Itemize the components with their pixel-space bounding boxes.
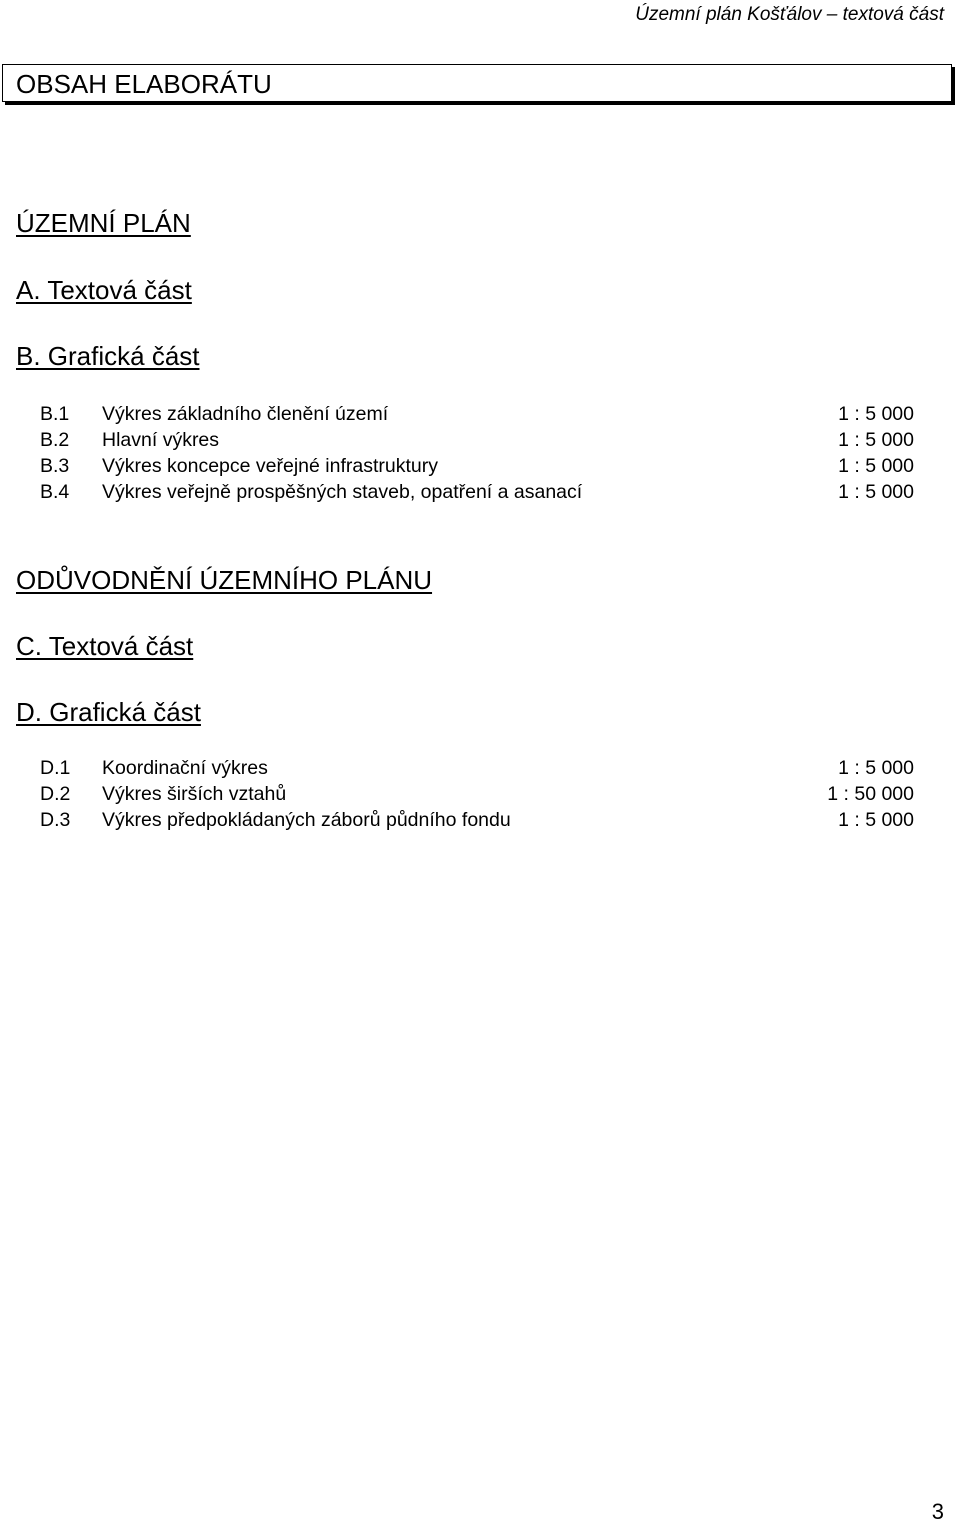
drawing-code: D.1 (40, 757, 71, 779)
drawing-code: B.4 (40, 481, 70, 503)
drawing-row (0, 479, 960, 505)
drawing-scale: 1 : 5 000 (838, 429, 914, 451)
drawing-row (0, 755, 960, 781)
drawing-row (0, 807, 960, 833)
drawing-code: B.3 (40, 455, 70, 477)
drawing-scale: 1 : 5 000 (838, 455, 914, 477)
drawing-name: Výkres předpokládaných záborů půdního fondu (102, 809, 511, 831)
contents-title-box (2, 64, 952, 102)
running-header: Územní plán Košťálov – textová část (635, 4, 944, 25)
drawing-scale: 1 : 5 000 (838, 403, 914, 425)
drawing-name: Výkres základního členění území (102, 403, 389, 425)
drawing-row (0, 781, 960, 807)
drawing-row (0, 401, 960, 427)
drawing-name: Výkres veřejně prospěšných staveb, opatření a asanací (102, 481, 583, 503)
drawing-scale: 1 : 50 000 (827, 783, 914, 805)
drawing-scale: 1 : 5 000 (838, 757, 914, 779)
drawing-code: D.3 (40, 809, 71, 831)
part-d-heading: D. Grafická část (16, 697, 201, 727)
drawing-scale: 1 : 5 000 (838, 481, 914, 503)
section-title-oduvodneni: ODŮVODNĚNÍ ÚZEMNÍHO PLÁNU (16, 565, 433, 595)
drawing-code: B.2 (40, 429, 70, 451)
drawing-name: Koordinační výkres (102, 757, 268, 779)
drawing-scale: 1 : 5 000 (838, 809, 914, 831)
drawing-name: Výkres koncepce veřejné infrastruktury (102, 455, 438, 477)
part-b-heading: B. Grafická část (16, 341, 200, 371)
drawing-code: B.1 (40, 403, 70, 425)
part-c-heading: C. Textová část (16, 631, 194, 661)
drawing-name: Hlavní výkres (102, 429, 220, 451)
page-number: 3 (931, 1499, 944, 1524)
drawing-row (0, 427, 960, 453)
drawing-code: D.2 (40, 783, 71, 805)
section-title-uzemni-plan: ÚZEMNÍ PLÁN (16, 208, 191, 238)
contents-title: OBSAH ELABORÁTU (16, 69, 272, 99)
drawing-name: Výkres širších vztahů (102, 783, 287, 805)
part-a-heading: A. Textová část (16, 275, 192, 305)
drawing-row (0, 453, 960, 479)
